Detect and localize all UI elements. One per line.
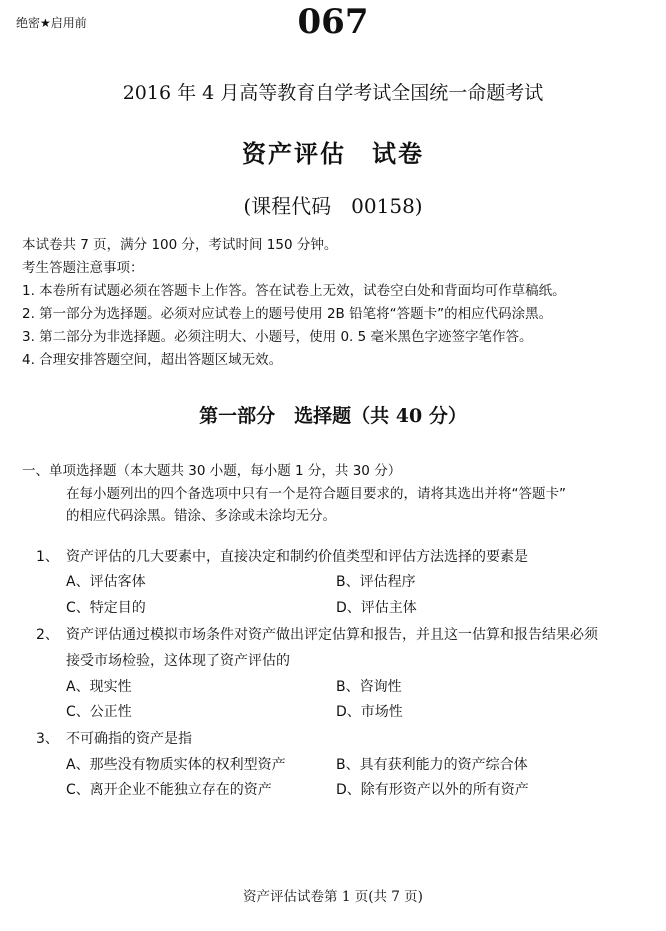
exam-summary: 本试卷共 7 页，满分 100 分，考试时间 150 分钟。 — [22, 237, 338, 253]
section-heading: 一、单项选择题（本大题共 30 小题，每小题 1 分，共 30 分） — [22, 463, 402, 479]
option-a: A、那些没有物质实体的权利型资产 — [66, 757, 286, 773]
course-code: (课程代码 00158) — [243, 194, 423, 218]
option-b: B、具有获利能力的资产综合体 — [336, 757, 528, 773]
paper-code: 067 — [297, 2, 369, 42]
question-number: 1、 — [36, 549, 59, 565]
question-text: 不可确指的资产是指 — [66, 731, 192, 747]
option-d: D、市场性 — [336, 704, 403, 720]
option-d: D、除有形资产以外的所有资产 — [336, 782, 529, 798]
note-item: 3. 第二部分为非选择题。必须注明大、小题号，使用 0. 5 毫米黑色字迹签字笔作答。 — [22, 329, 533, 345]
option-d: D、评估主体 — [336, 600, 417, 616]
question-number: 3、 — [36, 731, 59, 747]
option-c: C、特定目的 — [66, 600, 146, 616]
option-c: C、公正性 — [66, 704, 132, 720]
part-title: 第一部分 选择题（共 40 分） — [199, 405, 467, 427]
subject-title: 资产评估 试卷 — [242, 139, 424, 168]
option-b: B、评估程序 — [336, 574, 416, 590]
exam-title: 2016 年 4 月高等教育自学考试全国统一命题考试 — [122, 82, 544, 104]
page-footer: 资产评估试卷第 1 页(共 7 页) — [243, 889, 423, 905]
note-item: 4. 合理安排答题空间，超出答题区域无效。 — [22, 352, 283, 368]
question-text: 资产评估通过模拟市场条件对资产做出评定估算和报告，并且这一估算和报告结果必须 — [66, 627, 598, 643]
question-text: 资产评估的几大要素中，直接决定和制约价值类型和评估方法选择的要素是 — [66, 549, 528, 565]
option-b: B、咨询性 — [336, 679, 402, 695]
note-item: 2. 第一部分为选择题。必须对应试卷上的题号使用 2B 铅笔将“答题卡”的相应代码涂黑。 — [22, 306, 553, 322]
notes-title: 考生答题注意事项： — [22, 260, 144, 276]
section-description: 在每小题列出的四个备选项中只有一个是符合题目要求的，请将其选出并将“答题卡” — [66, 486, 566, 502]
option-c: C、离开企业不能独立存在的资产 — [66, 782, 272, 798]
confidential-label: 绝密★启用前 — [16, 16, 87, 30]
option-a: A、评估客体 — [66, 574, 146, 590]
question-number: 2、 — [36, 627, 59, 643]
section-description: 的相应代码涂黑。错涂、多涂或未涂均无分。 — [66, 508, 336, 524]
note-item: 1. 本卷所有试题必须在答题卡上作答。答在试卷上无效，试卷空白处和背面均可作草稿纸。 — [22, 283, 566, 299]
question-text-continued: 接受市场检验，这体现了资产评估的 — [66, 653, 290, 669]
option-a: A、现实性 — [66, 679, 132, 695]
